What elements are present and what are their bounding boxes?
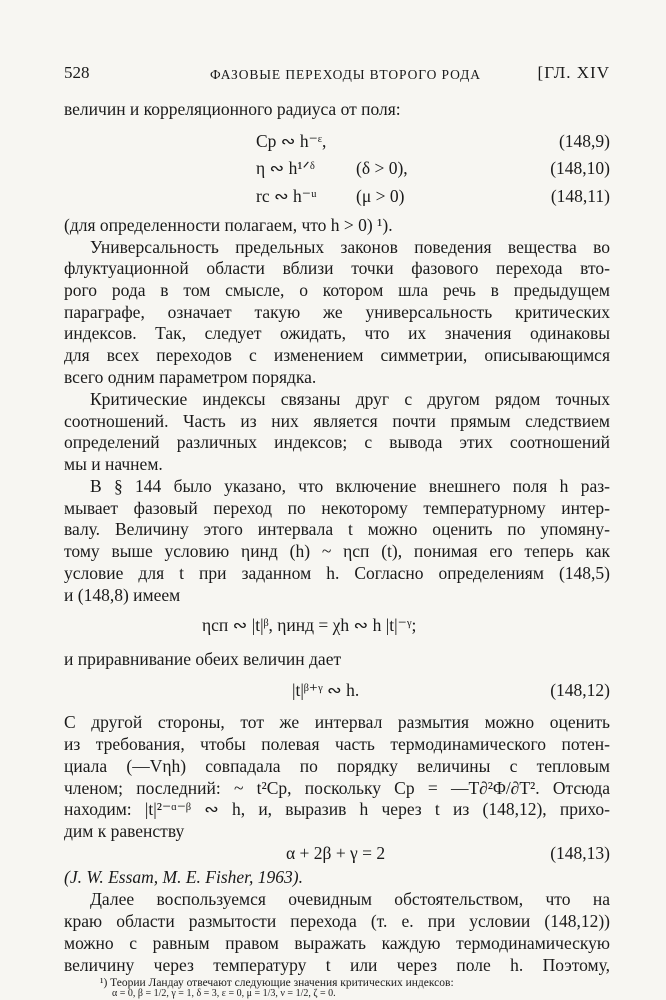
- text-line: из требования, чтобы полевая часть термодинамического потен-: [64, 734, 610, 754]
- equation-number: (148,10): [550, 158, 610, 178]
- text-line: индексов. Так, следует ожидать, что их значения одинаковы: [64, 323, 610, 343]
- equation-number: (148,12): [550, 680, 610, 700]
- footnote-values: α = 0, β = 1/2, γ = 1, δ = 3, ε = 0, μ = 1/3, ν = 1/2, ζ = 0.: [112, 988, 336, 999]
- text-line: флуктуационной области вблизи точки фазового перехода вто-: [64, 258, 610, 278]
- text-line: находим: |t|²⁻ᵅ⁻ᵝ ∾ h, и, выразив h через t из (148,12), прихо-: [64, 799, 610, 819]
- equation-formula: Cp ∾ h⁻ᵋ,: [256, 131, 327, 151]
- equation-condition: (μ > 0): [356, 186, 405, 206]
- text-line: условие для t при заданном h. Согласно определениям (148,5): [64, 563, 610, 583]
- equation-number: (148,11): [550, 186, 610, 206]
- text-line: для всех переходов с изменением симметрии, описывающимся: [64, 345, 610, 365]
- running-header: [64, 62, 610, 86]
- citation-line: (J. W. Essam, M. E. Fisher, 1963).: [64, 867, 303, 887]
- text-line: Критические индексы связаны друг с другом рядом точных: [90, 389, 610, 409]
- text-line: тому выше условию ηинд (h) ~ ηсп (t), понимая его теперь как: [64, 541, 610, 561]
- text-line: В § 144 было указано, что включение внешнего поля h раз-: [90, 476, 610, 496]
- text-line: величину через температуру t или через поле h. Поэтому,: [64, 955, 610, 975]
- chapter-label: [ГЛ. XIV: [537, 63, 610, 82]
- text-line: соотношений. Часть из них является почти прямым следствием: [64, 411, 610, 431]
- text-line: мы и начнем.: [64, 454, 163, 474]
- equation-formula: η ∾ h¹ᐟᵟ: [256, 158, 315, 178]
- text-line: С другой стороны, тот же интервал размытия можно оценить: [64, 712, 610, 732]
- equation-number: (148,9): [558, 131, 610, 151]
- text-line: мывает фазовый переход по некоторому температурному интер-: [64, 498, 610, 518]
- text-line: всего одним параметром порядка.: [64, 367, 317, 387]
- equation-formula: rc ∾ h⁻ᵘ: [256, 186, 317, 206]
- text-line: рого рода в том смысле, о котором шла речь в предыдущем: [64, 280, 610, 300]
- text-line: дим к равенству: [64, 821, 185, 841]
- text-line: и (148,8) имеем: [64, 585, 181, 605]
- footnote-text: ¹) Теории Ландау отвечают следующие значения критических индексов:: [100, 977, 454, 989]
- text-line: параграфе, означает такую же универсальность критических: [64, 302, 610, 322]
- equation-number: (148,13): [550, 843, 610, 863]
- running-title: ФАЗОВЫЕ ПЕРЕХОДЫ ВТОРОГО РОДА: [210, 67, 481, 82]
- equation-formula: ηсп ∾ |t|ᵝ, ηинд = χh ∾ h |t|⁻ᵞ;: [202, 615, 417, 635]
- text-line: Далее воспользуемся очевидным обстоятельством, что на: [90, 889, 610, 909]
- page-number: 528: [64, 63, 90, 82]
- text-line: и приравнивание обеих величин дает: [64, 649, 342, 669]
- text-line: величин и корреляционного радиуса от поля:: [64, 99, 401, 119]
- text-line: циала (—Vηh) совпадала по порядку величины с тепловым: [64, 756, 610, 776]
- equation-formula: |t|ᵝ⁺ᵞ ∾ h.: [292, 680, 360, 700]
- text-line: можно с равным правом выражать каждую термодинамическую: [64, 933, 610, 953]
- text-line: валу. Величину этого интервала t можно оценить по упомяну-: [64, 519, 610, 539]
- equation-formula: α + 2β + γ = 2: [286, 843, 386, 863]
- text-line: краю области размытости перехода (т. е. при условии (148,12)): [64, 911, 610, 931]
- equation-condition: (δ > 0),: [356, 158, 408, 178]
- text-line: (для определенности полагаем, что h > 0) ¹).: [64, 215, 393, 235]
- text-line: определений различных индексов; с вывода этих соотношений: [64, 432, 610, 452]
- text-line: членом; последний: ~ t²Cp, поскольку Cp = —T∂²Φ/∂T². Отсюда: [64, 778, 610, 798]
- text-line: Универсальность предельных законов поведения вещества во: [90, 237, 610, 257]
